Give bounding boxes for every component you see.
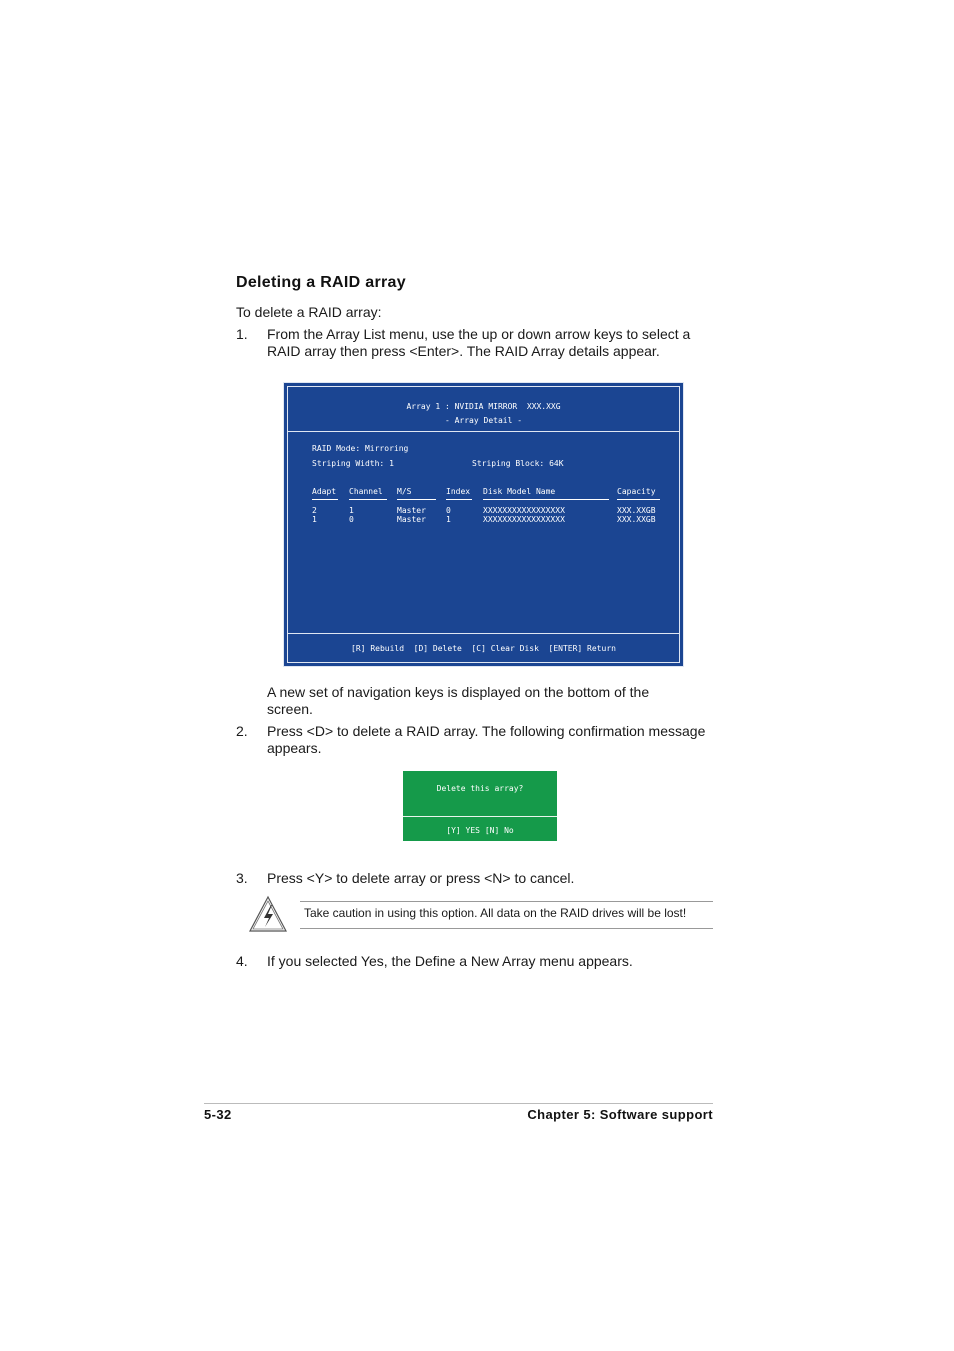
col-capacity: Capacity <box>617 487 656 496</box>
array-detail-subtitle: - Array Detail - <box>444 416 523 425</box>
raid-array-detail-screen <box>283 382 684 667</box>
navigation-note <box>267 684 649 718</box>
striping-width: Striping Width: 1 <box>312 459 394 468</box>
confirm-options: [Y] YES [N] No <box>446 826 514 835</box>
row-2-adapt: 1 <box>312 515 317 524</box>
col-index: Index <box>446 487 471 496</box>
caution-text: Take caution in using this option. All data on the RAID drives will be lost! <box>304 906 687 920</box>
caution-top-rule <box>300 901 713 902</box>
header-separator <box>287 431 680 432</box>
step-2-number: 2. <box>236 723 248 739</box>
col-index-underline <box>446 499 472 500</box>
row-1-capacity: XXX.XXGB <box>617 506 656 515</box>
step-2-line-1: Press <D> to delete a RAID array. The following confirmation message <box>267 723 706 739</box>
page-number: 5-32 <box>204 1107 232 1122</box>
delete-confirmation-dialog <box>403 771 557 841</box>
col-ms-underline <box>397 499 436 500</box>
col-capacity-underline <box>617 499 660 500</box>
col-ms: M/S <box>397 487 412 496</box>
striping-block: Striping Block: 64K <box>472 459 564 468</box>
navigation-note-line-1: A new set of navigation keys is displayed on the bottom of the <box>267 684 650 700</box>
caution-bottom-rule <box>300 928 713 929</box>
row-1-channel: 1 <box>349 506 354 515</box>
navigation-note-line-2: screen. <box>267 701 313 717</box>
footer-separator <box>287 633 680 634</box>
step-4-text: If you selected Yes, the Define a New Array menu appears. <box>267 953 633 969</box>
row-2-ms: Master <box>397 515 426 524</box>
caution-icon <box>248 895 288 933</box>
col-channel-underline <box>349 499 387 500</box>
screen-inner-frame <box>287 386 680 663</box>
step-3-text: Press <Y> to delete array or press <N> to cancel. <box>267 870 575 886</box>
col-channel: Channel <box>349 487 383 496</box>
confirm-separator <box>403 816 557 817</box>
row-2-disk-model: XXXXXXXXXXXXXXXXX <box>483 515 565 524</box>
step-2-line-2: appears. <box>267 740 322 756</box>
col-adapt-underline <box>312 499 338 500</box>
array-title: Array 1 : NVIDIA MIRROR XXX.XXG <box>406 402 561 411</box>
step-4-number: 4. <box>236 953 248 969</box>
row-2-index: 1 <box>446 515 451 524</box>
row-2-capacity: XXX.XXGB <box>617 515 656 524</box>
chapter-title: Chapter 5: Software support <box>527 1107 713 1122</box>
step-1-line-1: From the Array List menu, use the up or down arrow keys to select a <box>267 326 691 342</box>
navigation-keys: [R] Rebuild [D] Delete [C] Clear Disk [ENTER] Return <box>351 644 616 653</box>
section-heading: Deleting a RAID array <box>236 274 406 291</box>
step-1-line-2: RAID array then press <Enter>. The RAID Array details appear. <box>267 343 660 359</box>
col-adapt: Adapt <box>312 487 337 496</box>
row-2-channel: 0 <box>349 515 354 524</box>
step-1-text <box>267 326 690 360</box>
confirm-message: Delete this array? <box>436 784 524 793</box>
row-1-index: 0 <box>446 506 451 515</box>
row-1-adapt: 2 <box>312 506 317 515</box>
col-disk-underline <box>483 499 609 500</box>
step-1-number: 1. <box>236 326 248 342</box>
raid-mode: RAID Mode: Mirroring <box>312 444 409 453</box>
intro-text: To delete a RAID array: <box>236 304 382 320</box>
col-disk-model-name: Disk Model Name <box>483 487 556 496</box>
footer-rule <box>204 1103 713 1104</box>
step-3-number: 3. <box>236 870 248 886</box>
row-1-ms: Master <box>397 506 426 515</box>
step-2-text <box>267 723 705 757</box>
row-1-disk-model: XXXXXXXXXXXXXXXXX <box>483 506 565 515</box>
